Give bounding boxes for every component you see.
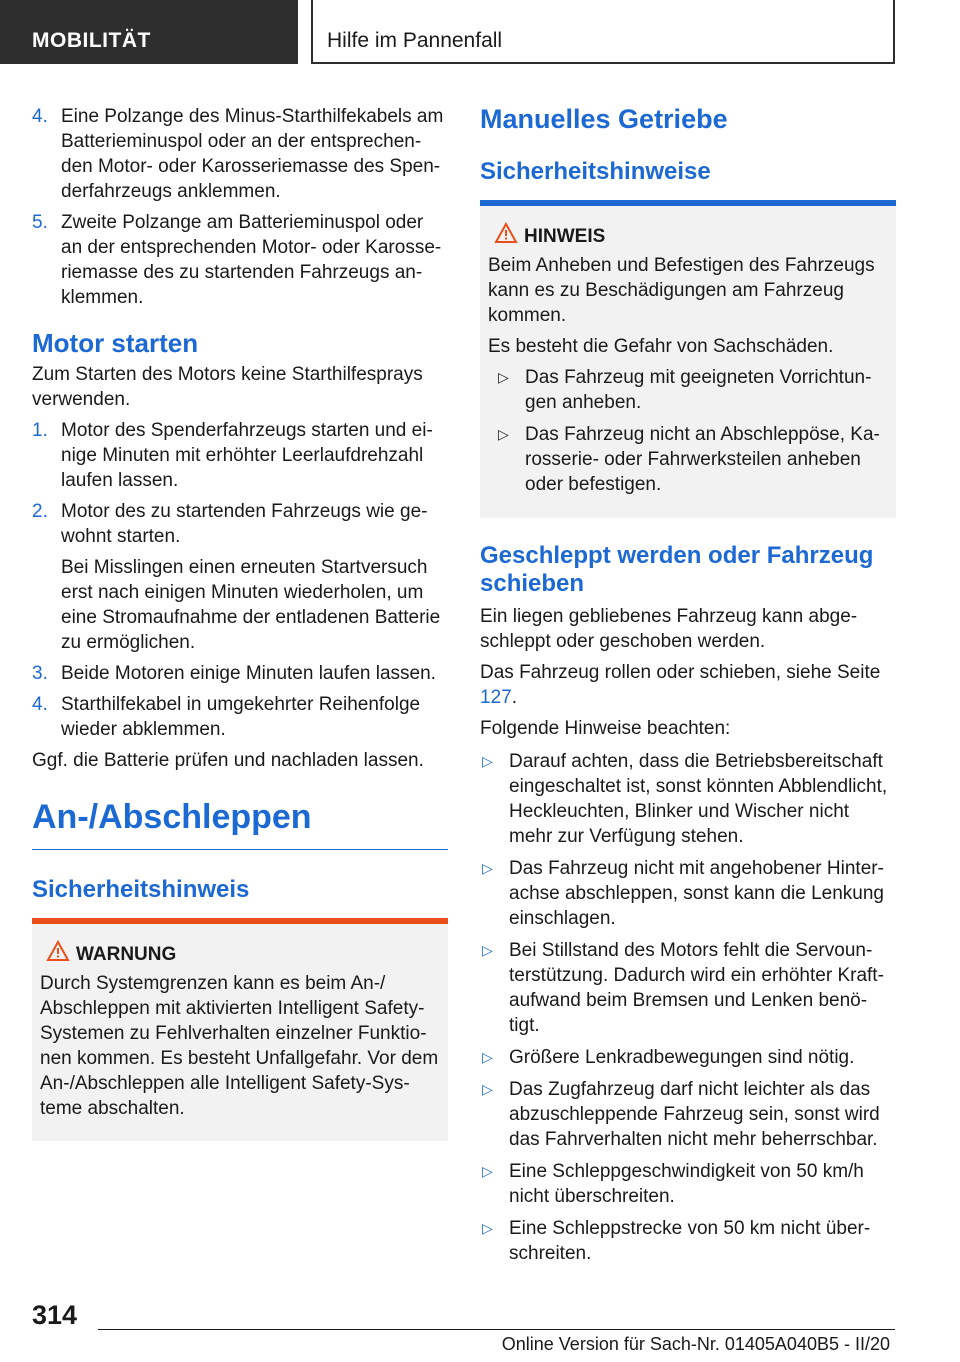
bullet-triangle-icon: ▷ (482, 942, 493, 958)
list-item (480, 1216, 896, 1266)
step-number: 4. (32, 106, 48, 127)
page-number: 314 (32, 1300, 78, 1330)
motor-outro: Ggf. die Batterie prüfen und nachladen lassen. (32, 750, 424, 771)
push-paragraph-2-text: Das Fahrzeug rollen oder schieben, siehe Seite (480, 662, 881, 683)
notice-text-1: Beim Anheben und Befestigen des Fahrzeugs kann es zu Beschädigungen am Fahrzeug kommen. (488, 255, 875, 326)
list-item (32, 418, 448, 493)
bullet-text: Bei Stillstand des Motors fehlt die Servoun-terstützung. Dadurch wird ein erhöhter Kraft-aufwand beim Bremsen und Lenken benö-tigt. (509, 940, 884, 1036)
motor-intro: Zum Starten des Motors keine Starthilfesprays verwenden. (32, 364, 423, 410)
warning-text: Durch Systemgrenzen kann es beim An-/ Abschleppen mit aktivierten Intelligent Safety-Systemen zu Fehlverhalten einzelner Funktio-nen kommen. Es besteht Unfallgefahr. Vor dem An-/Abschleppen alle Intelligent Safety-Sys-teme abschalten. (40, 973, 439, 1119)
notice-text-2: Es besteht die Gefahr von Sachschäden. (488, 336, 834, 357)
section-tab (0, 0, 298, 64)
list-item (480, 1077, 896, 1152)
notice-bullets (496, 365, 888, 497)
steps-list-a (32, 104, 448, 310)
footer-version-text: Online Version für Sach-Nr. 01405A040B5 - II/20 (501, 1334, 890, 1354)
warning-triangle-icon (46, 940, 70, 962)
chapter-title: Hilfe im Pannenfall (327, 29, 503, 52)
push-heading: Geschleppt werden oder Fahrzeug schieben (480, 542, 874, 597)
step-text: Beide Motoren einige Minuten laufen lassen. (61, 663, 436, 684)
notice-label: HINWEIS (524, 226, 606, 247)
step-number: 3. (32, 663, 48, 684)
bullet-text: Das Fahrzeug nicht an Abschleppöse, Ka-rosserie- oder Fahrwerksteilen anheben oder befestigen. (525, 424, 880, 495)
list-item (32, 210, 448, 310)
steps-list-b (32, 418, 448, 742)
warning-box (32, 924, 448, 1141)
push-paragraph-2-end: . (511, 687, 517, 708)
bullet-triangle-icon: ▷ (482, 860, 493, 876)
warning-header (40, 942, 440, 967)
list-item (480, 1159, 896, 1209)
bullet-text: Das Fahrzeug mit geeigneten Vorrichtun-gen anheben. (525, 367, 872, 413)
step-text: Eine Polzange des Minus-Starthilfekabels am Batterieminuspol oder an der entsprechen-den Motor- oder Karosseriemasse des Spen-derfahrzeugs anklemmen. (61, 106, 444, 202)
bullet-triangle-icon: ▷ (482, 1163, 493, 1179)
step-text: Motor des Spenderfahrzeugs starten und ei-nige Minuten mit erhöhter Leerlaufdrehzahl laufen lassen. (61, 420, 433, 491)
step-number: 4. (32, 694, 48, 715)
step-text: Starthilfekabel in umgekehrter Reihenfolge wieder abklemmen. (61, 694, 421, 740)
step-number: 1. (32, 420, 48, 441)
bullet-text: Eine Schleppstrecke von 50 km nicht über-schreiten. (509, 1218, 871, 1264)
list-item (480, 938, 896, 1038)
step-text: Motor des zu startenden Fahrzeugs wie ge-wohnt starten. (61, 501, 428, 547)
list-item (496, 422, 888, 497)
list-item (480, 856, 896, 931)
notice-box (480, 206, 896, 518)
list-item (496, 365, 888, 415)
bullet-triangle-icon: ▷ (482, 1049, 493, 1065)
push-paragraph-3: Folgende Hinweise beachten: (480, 718, 731, 739)
bullet-text: Darauf achten, dass die Betriebsbereitschaft eingeschaltet ist, sonst könnten Abblendlicht, Heckleuchten, Blinker und Wischer nicht mehr zur Verfügung stehen. (509, 751, 888, 847)
bullet-text: Das Zugfahrzeug darf nicht leichter als das abzuschleppende Fahrzeug sein, sonst wird das Fahrverhalten nicht mehr beherrschbar. (509, 1079, 880, 1150)
step-text: Zweite Polzange am Batterieminuspol oder an der entsprechenden Motor- oder Karosse-riemasse des zu startenden Fahrzeugs an-klemmen. (61, 212, 442, 308)
safety-heading: Sicherheitshinweis (32, 876, 250, 903)
page-reference-link[interactable]: 127 (480, 687, 512, 708)
bullet-text: Eine Schleppgeschwindigkeit von 50 km/h nicht überschreiten. (509, 1161, 864, 1207)
tow-heading: An-/Abschleppen (32, 797, 448, 850)
warning-triangle-icon (494, 222, 518, 244)
right-column (480, 104, 896, 1273)
bullet-text: Das Fahrzeug nicht mit angehobener Hinter-achse abschleppen, sonst kann die Lenkung einschlagen. (509, 858, 884, 929)
gear-heading: Manuelles Getriebe (480, 104, 728, 134)
bullet-triangle-icon: ▷ (482, 753, 493, 769)
bullet-text: Größere Lenkradbewegungen sind nötig. (509, 1047, 855, 1068)
list-item (32, 104, 448, 204)
safety-heading-right: Sicherheitshinweise (480, 158, 711, 185)
list-item (32, 692, 448, 742)
list-item (480, 749, 896, 849)
motor-heading: Motor starten (32, 328, 199, 358)
list-item (480, 1045, 896, 1070)
step-number: 5. (32, 212, 48, 233)
push-paragraph-1: Ein liegen gebliebenes Fahrzeug kann abge-schleppt oder geschoben werden. (480, 606, 858, 652)
list-item (32, 499, 448, 655)
left-column (32, 104, 448, 1141)
step-subtext: Bei Misslingen einen erneuten Startversuch erst nach einigen Minuten wiederholen, um eine Stromaufnahme der entladenen Batterie zu ermöglichen. (61, 557, 441, 653)
warning-label: WARNUNG (76, 944, 177, 965)
footer-divider (98, 1329, 895, 1330)
bullet-triangle-icon: ▷ (482, 1220, 493, 1236)
bullet-triangle-icon: ▷ (482, 1081, 493, 1097)
push-bullets (480, 749, 896, 1266)
push-paragraph-2 (480, 660, 896, 710)
section-title: MOBILITÄT (32, 29, 151, 52)
bullet-triangle-icon: ▷ (498, 369, 509, 385)
notice-header (488, 224, 888, 249)
chapter-tab (311, 0, 895, 64)
list-item (32, 661, 448, 686)
bullet-triangle-icon: ▷ (498, 426, 509, 442)
step-number: 2. (32, 501, 48, 522)
